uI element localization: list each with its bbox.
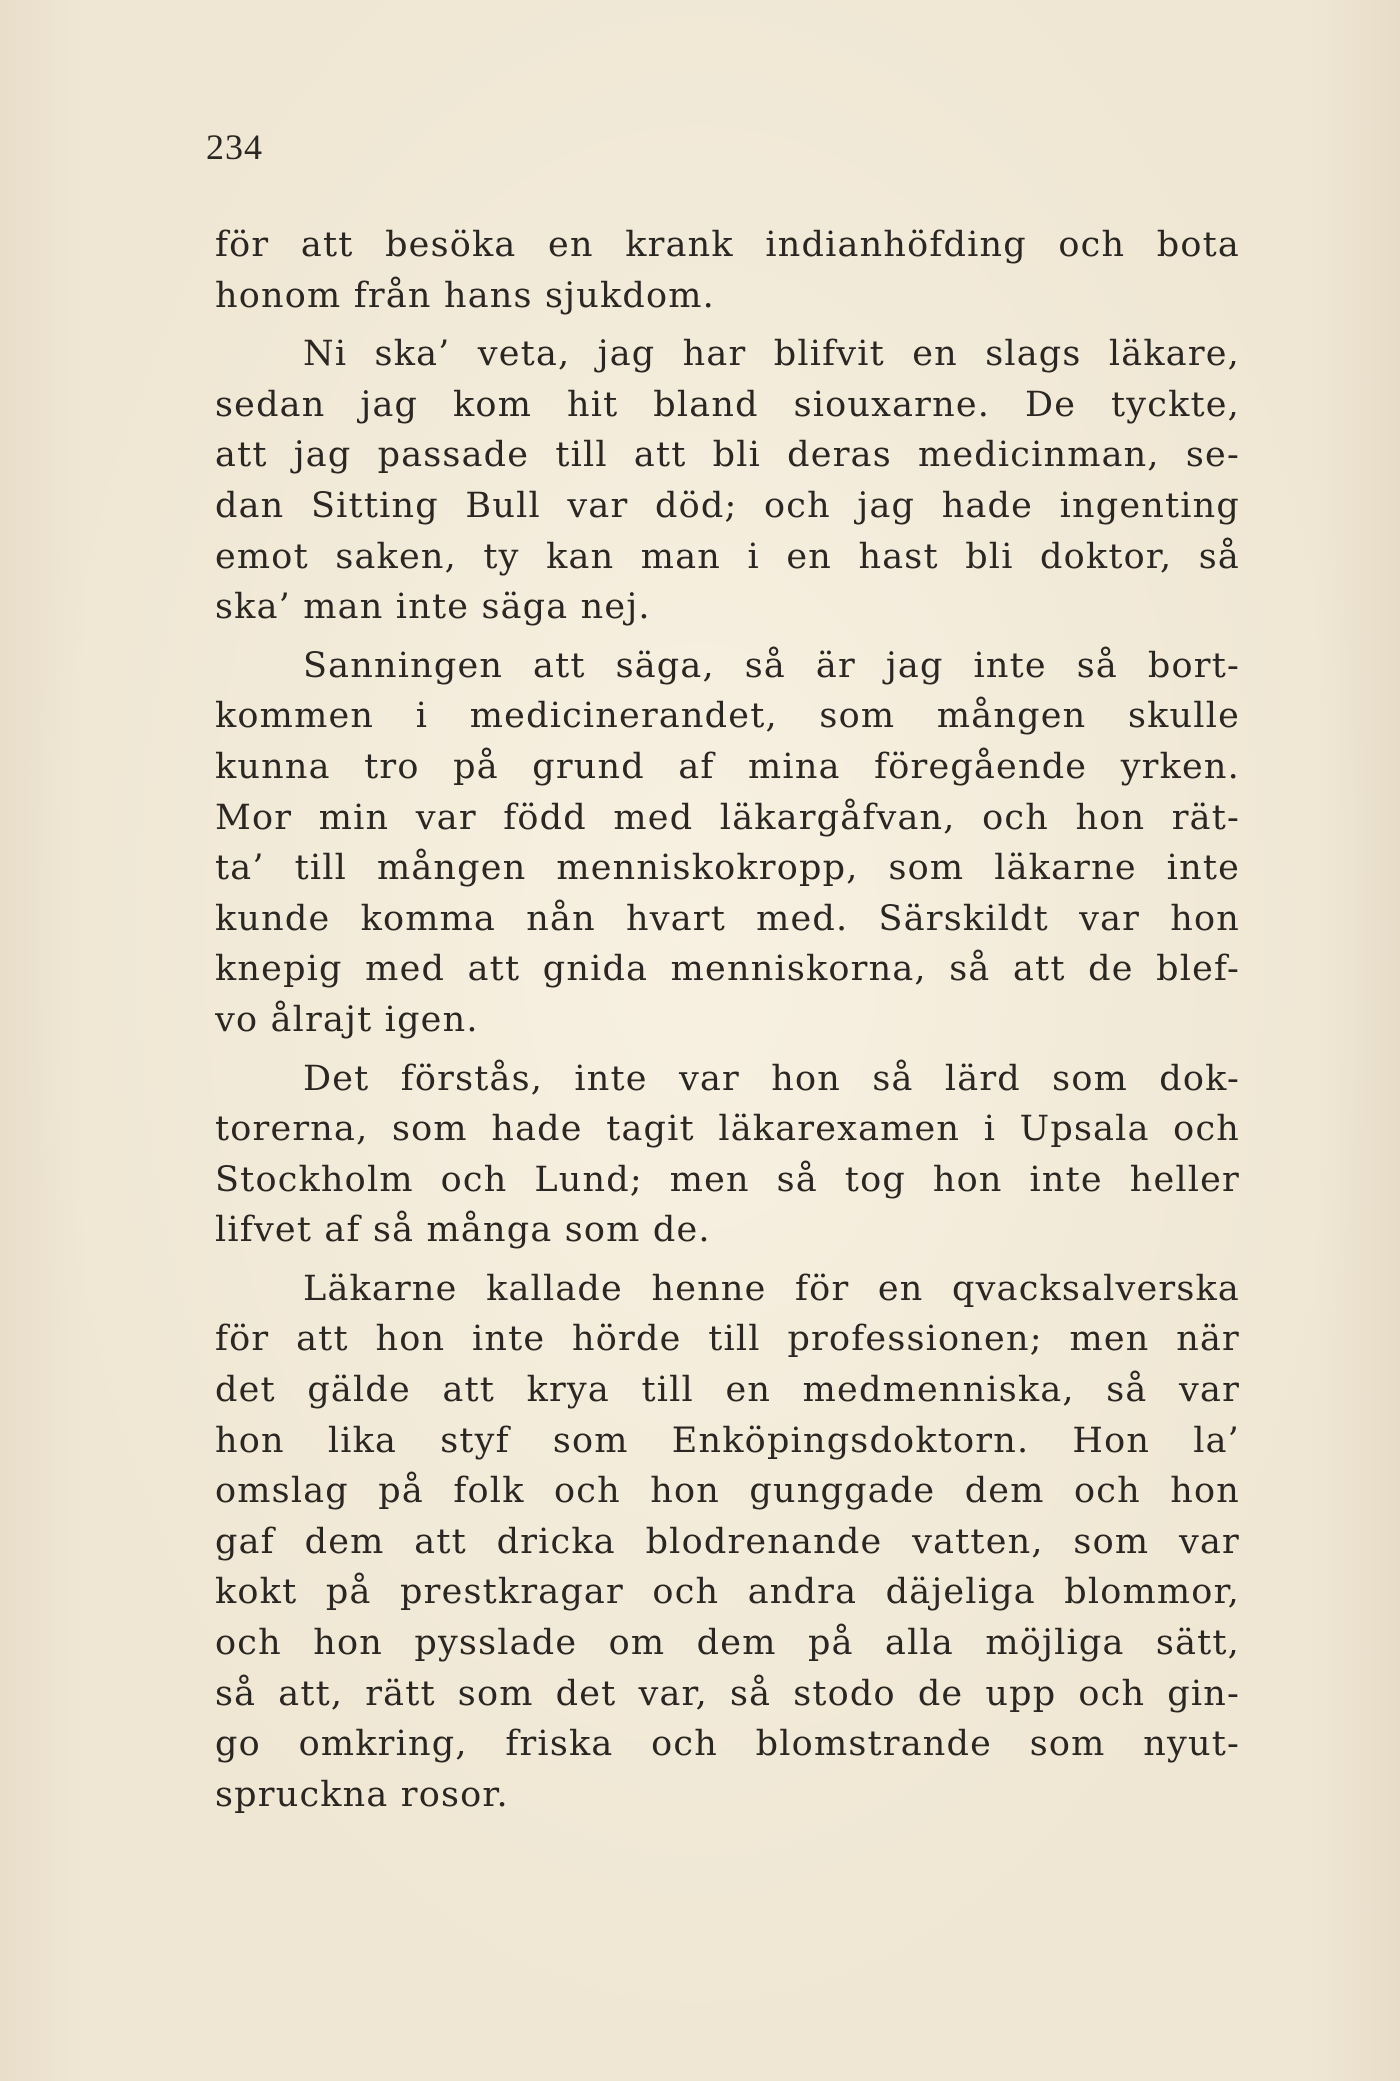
text-line: lifvet af så många som de.	[215, 1210, 711, 1251]
text-line: gaf dem att dricka blodrenande vatten, som var	[215, 1521, 1240, 1562]
text-line: vo ålrajt igen.	[215, 999, 479, 1040]
paragraph-gap	[215, 633, 1240, 641]
text-line: kunde komma nån hvart med. Särskildt var hon	[215, 898, 1240, 939]
paragraph	[215, 329, 1240, 633]
text-line: ska’ man inte säga nej.	[215, 587, 651, 628]
text-line: emot saken, ty kan man i en hast bli doktor, så	[215, 536, 1240, 577]
body-text	[215, 220, 1240, 1820]
text-line: Det förstås, inte var hon så lärd som dok-	[303, 1058, 1240, 1099]
text-line: och hon pysslade om dem på alla möjliga sätt,	[215, 1623, 1240, 1664]
text-line: Läkarne kallade henne för en qvacksalverska	[303, 1268, 1240, 1309]
paragraph-gap	[215, 1256, 1240, 1264]
text-line: det gälde att krya till en medmenniska, så var	[215, 1370, 1240, 1411]
text-line: för att hon inte hörde till professionen; men när	[215, 1319, 1240, 1360]
page-number: 234	[206, 127, 263, 167]
text-line: Ni ska’ veta, jag har blifvit en slags läkare,	[303, 334, 1240, 375]
paragraph	[215, 1264, 1240, 1821]
text-line: go omkring, friska och blomstrande som nyut-	[215, 1724, 1240, 1765]
paragraph	[215, 1054, 1240, 1256]
text-line: Stockholm och Lund; men så tog hon inte heller	[215, 1159, 1240, 1200]
text-line: torerna, som hade tagit läkarexamen i Upsala och	[215, 1109, 1240, 1150]
text-line: hon lika styf som Enköpingsdoktorn. Hon la’	[215, 1420, 1240, 1461]
text-line: sedan jag kom hit bland siouxarne. De tyckte,	[215, 384, 1240, 425]
text-line: Mor min var född med läkargåfvan, och hon rät-	[215, 797, 1240, 838]
paragraph-gap	[215, 1046, 1240, 1054]
text-line: ta’ till mången menniskokropp, som läkarne inte	[215, 848, 1240, 889]
text-line: spruckna rosor.	[215, 1774, 509, 1815]
text-line: kunna tro på grund af mina föregående yrken.	[215, 746, 1240, 787]
paragraph	[215, 220, 1240, 321]
text-line: dan Sitting Bull var död; och jag hade ingenting	[215, 485, 1240, 526]
text-line: omslag på folk och hon gunggade dem och hon	[215, 1471, 1240, 1512]
text-line: Sanningen att säga, så är jag inte så bort-	[303, 645, 1240, 686]
paragraph	[215, 641, 1240, 1046]
text-line: så att, rätt som det var, så stodo de upp och gin-	[215, 1673, 1240, 1714]
text-line: honom från hans sjukdom.	[215, 275, 715, 316]
text-line: kokt på prestkragar och andra däjeliga blommor,	[215, 1572, 1240, 1613]
text-line: att jag passade till att bli deras medicinman, se-	[215, 435, 1240, 476]
text-line: för att besöka en krank indianhöfding och bota	[215, 225, 1240, 265]
text-line: knepig med att gnida menniskorna, så att de blef-	[215, 949, 1240, 990]
paragraph-gap	[215, 321, 1240, 329]
text-line: kommen i medicinerandet, som mången skulle	[215, 696, 1240, 737]
